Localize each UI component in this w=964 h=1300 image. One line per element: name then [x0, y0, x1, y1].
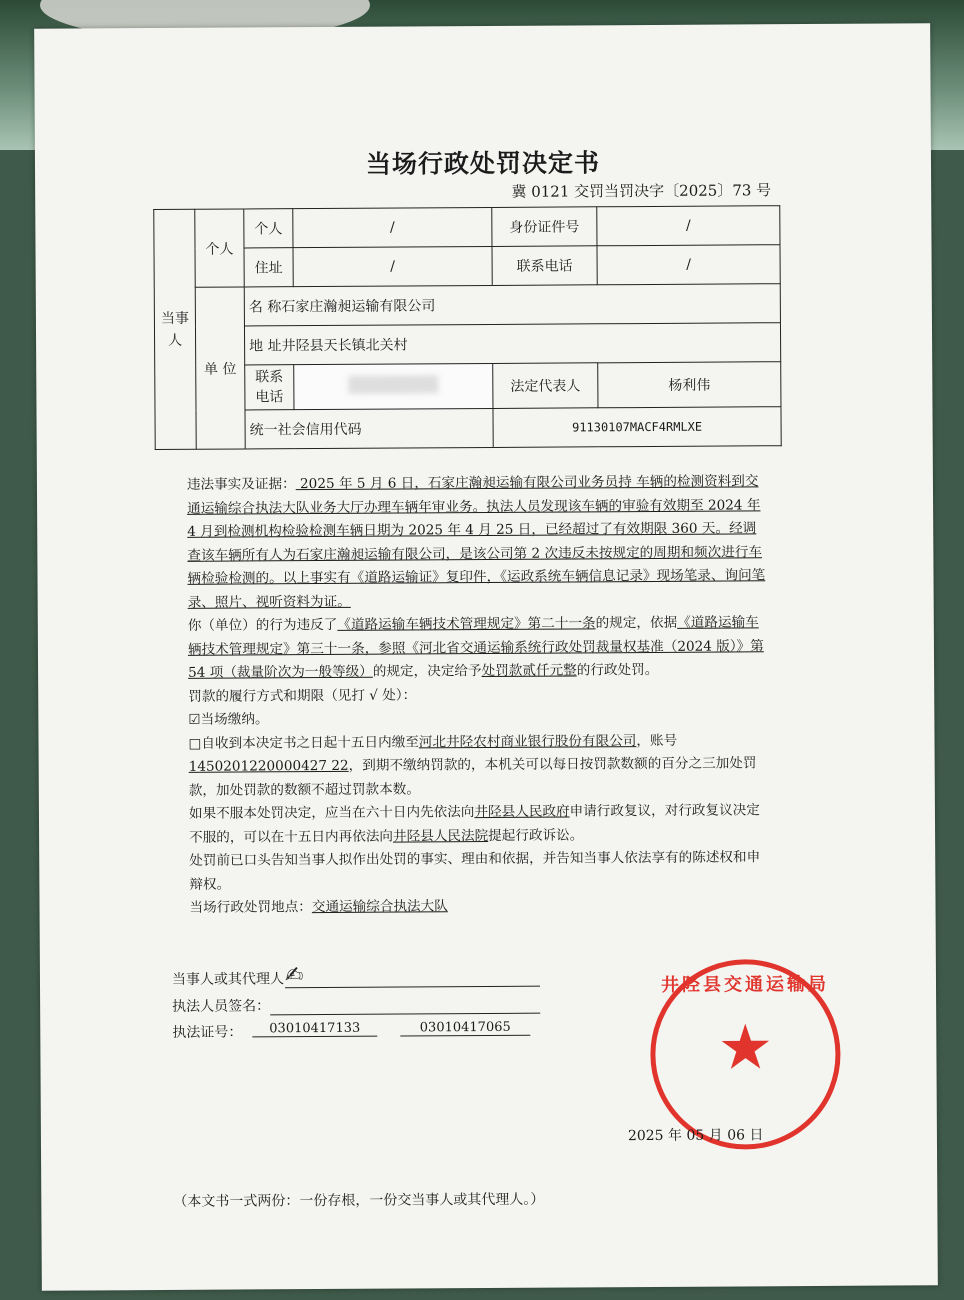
party-signature-line: [285, 986, 540, 989]
address-label: 住址: [244, 248, 293, 287]
unit-name-value: 石家庄瀚昶运输有限公司: [281, 298, 436, 316]
unit-phone-label: 联系电话: [245, 365, 294, 410]
unit-name-row: [244, 284, 780, 326]
cert-number-1: 03010417133: [252, 1021, 377, 1038]
unit-address-row: [244, 323, 780, 365]
redaction-blur: [348, 375, 438, 394]
party-label: 当事人: [154, 209, 196, 449]
party-signature-label: 当事人或其代理人: [171, 971, 285, 988]
notice-paragraph: 处罚前已口头告知当事人拟作出处罚的事实、理由和依据，并告知当事人依法享有的陈述权和申辩权。: [189, 849, 761, 893]
facts-paragraph: [157, 470, 768, 615]
seal-star-icon: ★: [717, 1010, 774, 1084]
footer-note: （本文书一式两份：一份存根，一份交当事人或其代理人。）: [173, 1191, 545, 1210]
violation-text-1: 你（单位）的行为违反了: [187, 616, 338, 634]
credit-code-value: 91130107MACF4RMLXE: [493, 407, 781, 448]
unit-address-label: 地 址: [249, 338, 282, 355]
appeal-text-3: 提起行政诉讼。: [488, 826, 584, 844]
unit-label: 单 位: [195, 287, 245, 449]
penalty-amount: 处罚款贰仟元整: [481, 662, 577, 680]
cert-label: 执法证号：: [172, 1024, 243, 1041]
payment-option-onsite: ☑当场缴纳。: [188, 711, 269, 728]
officer-signature-label: 执法人员签名：: [172, 998, 271, 1015]
bank-text-3: ，到期不缴纳罚款的，本机关可以每日按罚款数额的百分之三加处罚款，加处罚款的数额不超过罚款本数。: [188, 755, 757, 799]
review-authority: 井陉县人民政府: [474, 803, 570, 821]
document-number: 冀 0121 交罚当罚决字〔2025〕73 号: [511, 181, 772, 201]
facts-lead: 违法事实及证据：: [186, 476, 296, 493]
appeal-text-2: 申请行政复议，对行政复议决定不服的，可以在十五日内再依法向: [189, 802, 760, 846]
bank-text-2: ，账号: [636, 732, 678, 749]
penalty-basis: 《道路运输车辆技术管理规定》第三十一条，参照《河北省交通运输系统行政处罚裁量权基准（2024 版）》第 54 项（裁量阶次为一般等级）: [187, 614, 764, 681]
unit-phone-value-redacted: [294, 363, 493, 409]
bank-name: 河北井陉农村商业银行股份有限公司: [418, 732, 637, 750]
appeal-text-1: 如果不服本处罚决定，应当在六十日内先依法向: [188, 804, 475, 822]
document-title: 当场行政处罚决定书: [365, 148, 601, 179]
decision-date: 2025 年 05 月 06 日: [627, 1127, 764, 1145]
payment-option-bank: [158, 729, 768, 803]
cert-number-2: 03010417065: [400, 1020, 530, 1037]
legal-rep-label: 法定代表人: [493, 363, 598, 409]
phone-label: 联系电话: [492, 246, 597, 286]
violation-text-2: 的规定，依据: [595, 614, 678, 632]
party-signature-scribble: ✍: [284, 963, 304, 989]
id-label: 身份证件号: [492, 207, 597, 247]
id-value: /: [597, 206, 780, 246]
legal-rep-value: 杨利伟: [598, 362, 781, 408]
violation-text-4: 的行政处罚。: [576, 661, 659, 679]
person-value: /: [293, 207, 492, 247]
credit-code-label: 统一社会信用代码: [245, 408, 493, 449]
unit-address-value: 井陉县天长镇北关村: [281, 337, 408, 355]
violated-law: 《道路运输车辆技术管理规定》第二十一条: [337, 615, 596, 633]
official-seal: [650, 959, 841, 1150]
court-name: 井陉县人民法院: [392, 827, 489, 845]
bank-text-1: □自收到本决定书之日起十五日内缴至: [188, 733, 419, 752]
location-value: 交通运输综合执法大队: [311, 898, 448, 916]
location-paragraph: [159, 893, 769, 920]
location-label: 当场行政处罚地点：: [189, 899, 312, 916]
violation-text-3: 的规定，决定给予: [372, 663, 482, 680]
decision-body: [157, 470, 770, 920]
bank-account: 1450201220000427 22: [188, 757, 349, 775]
appeal-paragraph: [159, 799, 769, 850]
facts-text: 2025 年 5 月 6 日，石家庄瀚昶运输有限公司业务员持 车辆的检测资料到交通运输综合执法大队业务大厅办理车辆年审业务。执法人员发现该车辆的审验有效期至 2024 年 4 月到检测机构检验检测车辆日期为 2025 年 4 月 25 日，已经超过了有效期限 360 天。经调查该车辆所有人为石家庄瀚昶运输有限公司，是该公司第 2 次违反未按规定的周期和频次进行车辆检验检测的。以上事实有《道路运输证》复印件，《运政系统车辆信息记录》现场笔录、询问笔录、照片、视听资料为证。: [187, 473, 766, 611]
person-label: 个人: [244, 209, 293, 248]
payment-intro: 罚款的履行方式和期限（见打 √ 处）：: [188, 686, 417, 705]
violation-paragraph: [158, 611, 768, 685]
party-info-table: [153, 205, 781, 450]
unit-name-label: 名 称: [248, 299, 282, 316]
phone-value: /: [597, 245, 780, 285]
individual-label: 个人: [195, 209, 244, 287]
document-page: [34, 23, 938, 1290]
seal-text: 井陉县交通运输局: [660, 973, 830, 996]
address-value: /: [293, 246, 492, 286]
officer-signature-line: [270, 1013, 540, 1016]
